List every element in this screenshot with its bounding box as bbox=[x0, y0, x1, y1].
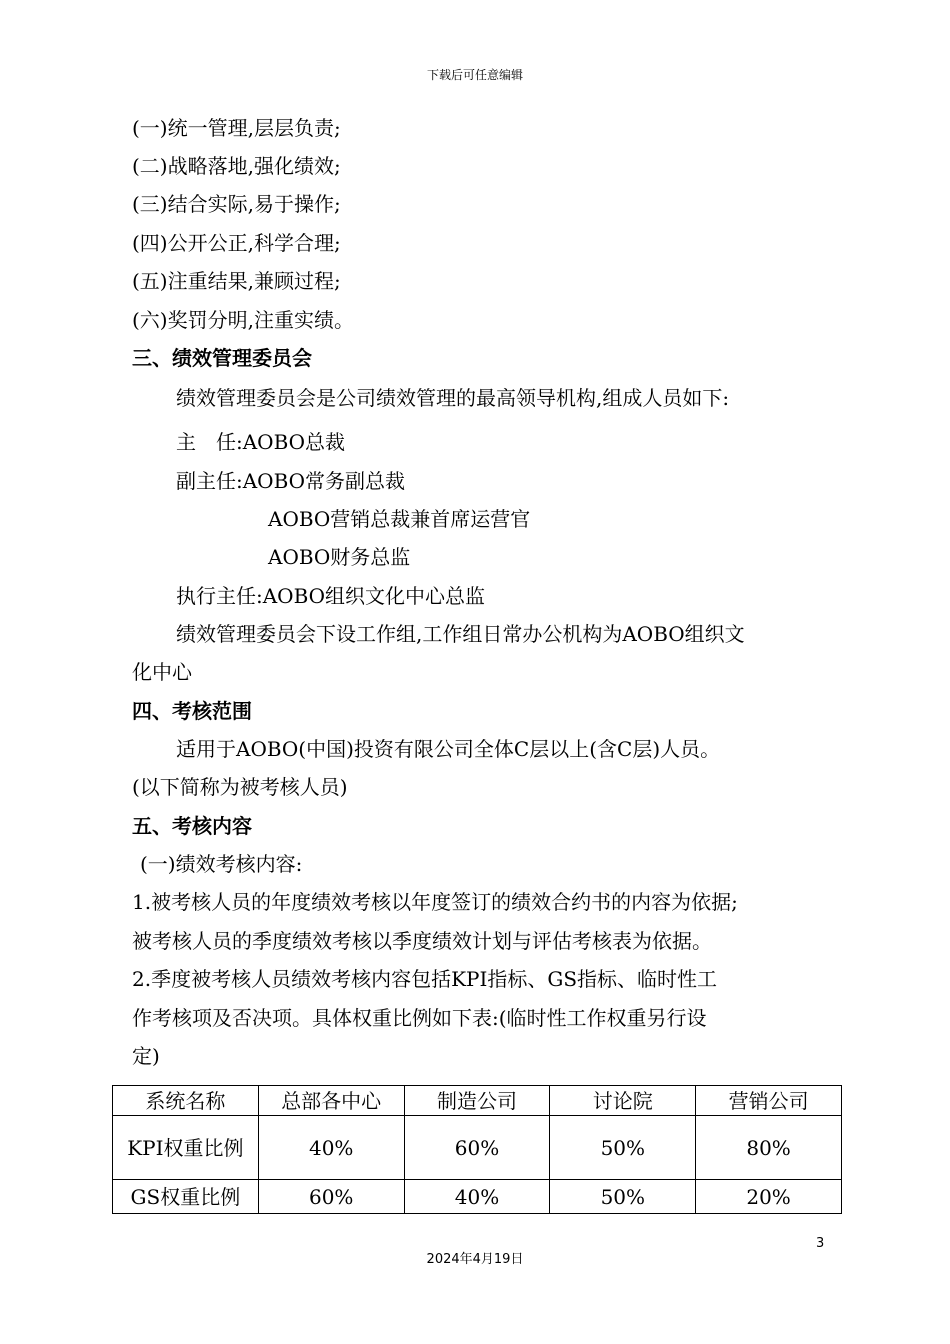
principle-3: (三)结合实际,易于操作; bbox=[132, 192, 341, 216]
scope-line-1: 适用于AOBO(中国)投资有限公司全体C层以上(含C层)人员。 bbox=[176, 737, 721, 761]
footer-date: 2024年4月19日 bbox=[426, 1252, 524, 1267]
committee-chair: 主 任:AOBO总裁 bbox=[176, 430, 346, 454]
section-3-heading: 三、绩效管理委员会 bbox=[132, 346, 312, 370]
table-cell: GS权重比例 bbox=[113, 1180, 259, 1214]
committee-intro: 绩效管理委员会是公司绩效管理的最高领导机构,组成人员如下: bbox=[176, 386, 730, 410]
table-cell: KPI权重比例 bbox=[113, 1116, 259, 1180]
table-cell: 80% bbox=[696, 1116, 842, 1180]
table-header-cell: 制造公司 bbox=[404, 1086, 550, 1116]
table-row bbox=[113, 1116, 842, 1180]
table-cell: 20% bbox=[696, 1180, 842, 1214]
table-header-cell: 营销公司 bbox=[696, 1086, 842, 1116]
page-number: 3 bbox=[816, 1236, 825, 1251]
section-4-heading: 四、考核范围 bbox=[132, 699, 252, 723]
weight-table bbox=[112, 1085, 842, 1214]
principle-1: (一)统一管理,层层负责; bbox=[132, 116, 341, 140]
content-p1-line-2: 被考核人员的季度绩效考核以季度绩效计划与评估考核表为依据。 bbox=[132, 929, 712, 953]
principle-6: (六)奖罚分明,注重实绩。 bbox=[132, 308, 354, 332]
content-subheading: (一)绩效考核内容: bbox=[140, 852, 303, 876]
workgroup-text-line-2: 化中心 bbox=[132, 660, 192, 684]
content-p1-line-1: 1.被考核人员的年度绩效考核以年度签订的绩效合约书的内容为依据; bbox=[132, 890, 738, 914]
table-header-row bbox=[113, 1086, 842, 1116]
page-header: 下载后可任意编辑 bbox=[426, 68, 523, 82]
principle-2: (二)战略落地,强化绩效; bbox=[132, 154, 341, 178]
committee-vice-chair: 副主任:AOBO常务副总裁 bbox=[176, 469, 406, 493]
workgroup-text-line-1: 绩效管理委员会下设工作组,工作组日常办公机构为AOBO组织文 bbox=[176, 622, 745, 646]
committee-vice-chair-2: AOBO营销总裁兼首席运营官 bbox=[268, 507, 531, 531]
principle-5: (五)注重结果,兼顾过程; bbox=[132, 269, 341, 293]
table-header-cell: 讨论院 bbox=[550, 1086, 696, 1116]
table-cell: 60% bbox=[258, 1180, 404, 1214]
table-cell: 40% bbox=[404, 1180, 550, 1214]
content-p2-line-1: 2.季度被考核人员绩效考核内容包括KPI指标、GS指标、临时性工 bbox=[132, 967, 718, 991]
committee-exec-chair: 执行主任:AOBO组织文化中心总监 bbox=[176, 584, 486, 608]
table-cell: 50% bbox=[550, 1180, 696, 1214]
content-p2-line-2: 作考核项及否决项。具体权重比例如下表:(临时性工作权重另行设 bbox=[132, 1006, 707, 1030]
table-header-cell: 总部各中心 bbox=[258, 1086, 404, 1116]
table-cell: 60% bbox=[404, 1116, 550, 1180]
principle-4: (四)公开公正,科学合理; bbox=[132, 231, 341, 255]
table-cell: 40% bbox=[258, 1116, 404, 1180]
content-p2-line-3: 定) bbox=[132, 1044, 160, 1068]
table-cell: 50% bbox=[550, 1116, 696, 1180]
section-5-heading: 五、考核内容 bbox=[132, 814, 252, 838]
table-header-cell: 系统名称 bbox=[113, 1086, 259, 1116]
scope-line-2: (以下简称为被考核人员) bbox=[132, 775, 348, 799]
table-row bbox=[113, 1180, 842, 1214]
committee-vice-chair-3: AOBO财务总监 bbox=[268, 545, 411, 569]
